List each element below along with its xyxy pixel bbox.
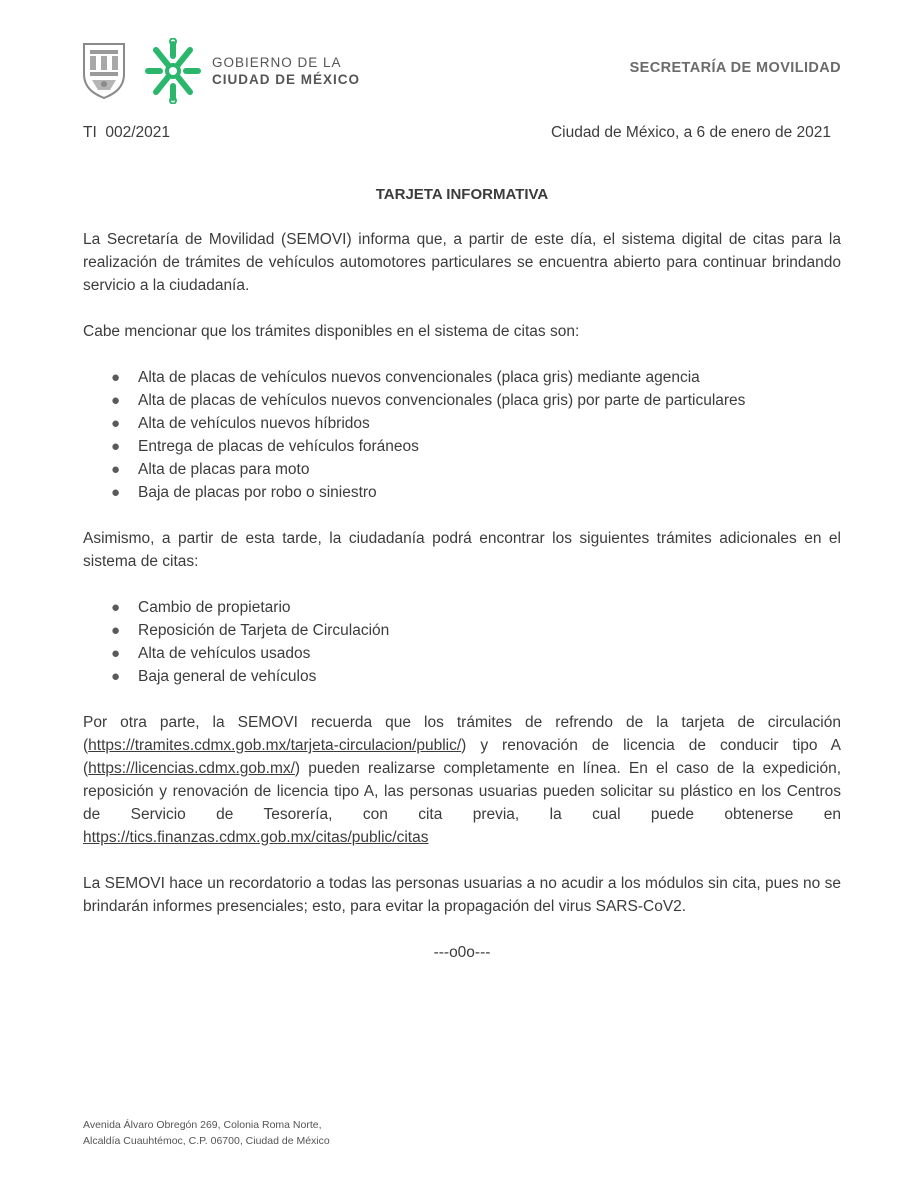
licencias-link[interactable]: https://licencias.cdmx.gob.mx/ (88, 760, 295, 777)
footer-line2: Alcaldía Cuauhtémoc, C.P. 06700, Ciudad de México (83, 1135, 330, 1147)
footer-line1: Avenida Álvaro Obregón 269, Colonia Roma Norte, (83, 1119, 322, 1131)
gov-name-line1: GOBIERNO DE LA (212, 55, 342, 70)
list-item: ● Alta de placas para moto (83, 458, 841, 481)
gov-name-line2: CIUDAD DE MÉXICO (212, 72, 361, 87)
bullet-icon: ● (111, 484, 121, 501)
bullet-icon: ● (111, 461, 121, 478)
document-title: TARJETA INFORMATIVA (375, 186, 549, 203)
list-item: ● Entrega de placas de vehículos foráneos (83, 435, 841, 458)
list-item: ● Alta de vehículos nuevos híbridos (83, 412, 841, 435)
document-ending-mark: ---o0o--- (433, 944, 491, 961)
cdmx-logo-icon (144, 38, 202, 104)
paragraph-3: Asimismo, a partir de esta tarde, la ciudadanía podrá encontrar los siguientes trámites adicionales en el sistema de citas: (83, 530, 841, 570)
paragraph-2: Cabe mencionar que los trámites disponibles en el sistema de citas son: (83, 323, 580, 340)
bullet-icon: ● (111, 668, 121, 685)
government-name (212, 54, 360, 88)
paragraph-4: Por otra parte, la SEMOVI recuerda que los trámites de refrendo de la tarjeta de circulación (https://tramites.cdmx.gob.mx/tarjeta-circulacion/public/) y renovación de licencia de conducir tipo A (https://licencias.cdmx.gob.mx/) pueden realizarse completamente en línea. En el caso de la expedición, reposición y renovación de licencia tipo A, las personas usuarias pueden solicitar su plástico en los Centros de Servicio de Tesorería, con cita previa, la cual puede obtenerse en https://tics.finanzas.cdmx.gob.mx/citas/public/citas (83, 714, 841, 846)
paragraph-1: La Secretaría de Movilidad (SEMOVI) informa que, a partir de este día, el sistema digital de citas para la realización de trámites de vehículos automotores particulares se encuentra abierto para continuar brindando servicio a la ciudadanía. (83, 231, 841, 294)
list-item: ● Reposición de Tarjeta de Circulación (83, 619, 841, 642)
bullet-icon: ● (111, 369, 121, 386)
paragraph-5: La SEMOVI hace un recordatorio a todas las personas usuarias a no acudir a los módulos sin cita, pues no se brindarán informes presenciales; esto, para evitar la propagación del virus SARS-CoV2. (83, 875, 841, 915)
document-date: Ciudad de México, a 6 de enero de 2021 (550, 124, 831, 141)
additional-procedures-list (83, 596, 841, 688)
footer-address (83, 1117, 330, 1149)
bullet-icon: ● (111, 599, 121, 616)
citas-link[interactable]: https://tics.finanzas.cdmx.gob.mx/citas/public/citas (83, 829, 429, 846)
document-reference: TI 002/2021 (83, 124, 171, 141)
list-item: ● Baja general de vehículos (83, 665, 841, 688)
list-item: ● Alta de vehículos usados (83, 642, 841, 665)
bullet-icon: ● (111, 622, 121, 639)
document-body (83, 228, 841, 964)
bullet-icon: ● (111, 438, 121, 455)
list-item: ● Alta de placas de vehículos nuevos convencionales (placa gris) por parte de particulares (83, 389, 841, 412)
list-item: ● Baja de placas por robo o siniestro (83, 481, 841, 504)
list-item: ● Cambio de propietario (83, 596, 841, 619)
bullet-icon: ● (111, 415, 121, 432)
letterhead (80, 38, 841, 106)
bullet-icon: ● (111, 392, 121, 409)
tarjeta-circulacion-link[interactable]: https://tramites.cdmx.gob.mx/tarjeta-circulacion/public/ (88, 737, 462, 754)
bullet-icon: ● (111, 645, 121, 662)
list-item: ● Alta de placas de vehículos nuevos convencionales (placa gris) mediante agencia (83, 366, 841, 389)
secretaria-title: SECRETARÍA DE MOVILIDAD (629, 60, 841, 76)
available-procedures-list (83, 366, 841, 504)
coat-of-arms-icon (80, 40, 128, 100)
